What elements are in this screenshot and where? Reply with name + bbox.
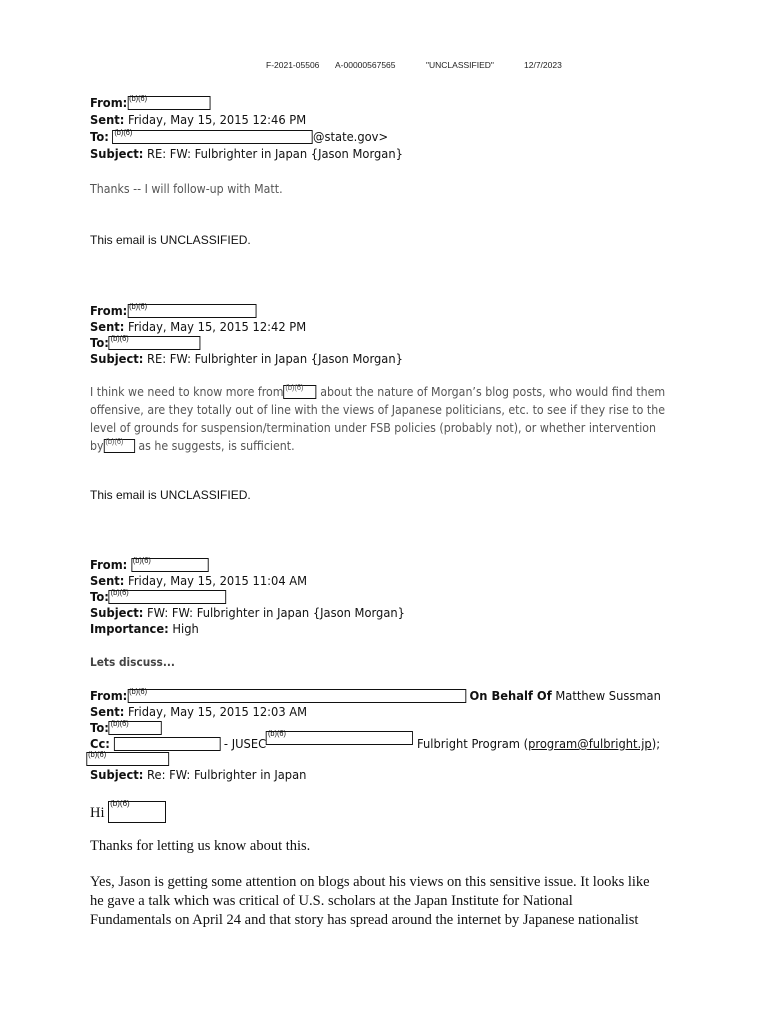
redaction-box: (b)(6): [86, 752, 169, 766]
redaction-box: (b)(6): [266, 731, 413, 745]
redaction-box: (b)(6): [108, 801, 166, 823]
email-3-body: Lets discuss...: [90, 655, 175, 669]
redaction-box: (b)(6): [127, 96, 210, 110]
email-1-classification-footer: This email is UNCLASSIFIED.: [90, 233, 251, 247]
email-4-cc-row: Cc: - JUSEC (b)(6) Fulbright Program (program@fulbright.jp);: [90, 729, 661, 751]
redaction-box: (b)(6): [131, 558, 208, 572]
email-4-paragraph-line: Fundamentals on April 24 and that story has spread around the internet by Japanese nationalist: [90, 912, 639, 928]
email-4-from-row: From: (b)(6) On Behalf Of Matthew Sussman: [90, 687, 661, 703]
email-3-sent-row: Sent: Friday, May 15, 2015 11:04 AM: [90, 573, 308, 588]
email-1-to-row: To: (b)(6) @state.gov>: [90, 128, 389, 144]
email-1-body: Thanks -- I will follow-up with Matt.: [90, 182, 283, 196]
email-2-subject-row: Subject: RE: FW: Fulbrighter in Japan {Jason Morgan}: [90, 351, 403, 366]
redaction-box: (b)(6): [127, 304, 256, 318]
email-2-body-line: by (b)(6) as he suggests, is sufficient.: [90, 437, 295, 453]
email-3-from-row: From: (b)(6): [90, 557, 208, 573]
email-4-to-row: To: (b)(6): [90, 720, 162, 736]
email-3-to-row: To: (b)(6): [90, 589, 227, 605]
email-2-body-line: I think we need to know more from (b)(6) about the nature of Morgan’s blog posts, who would find them: [90, 383, 666, 399]
email-3-subject-row: Subject: FW: FW: Fulbrighter in Japan {Jason Morgan}: [90, 605, 405, 620]
redaction-box: (b)(6): [127, 689, 466, 703]
program-email-link[interactable]: program@fulbright.jp: [528, 736, 652, 751]
redaction-box: (b)(6): [104, 439, 135, 453]
email-4-paragraph-line: Yes, Jason is getting some attention on blogs about his views on this sensitive issue. It looks like: [90, 874, 650, 890]
email-4-greeting: Hi (b)(6): [90, 801, 166, 823]
email-2-body-line: offensive, are they totally out of line with the views of Japanese politicians, etc. to see if they rise to the: [90, 403, 665, 417]
redaction-box: (b)(6): [109, 336, 201, 350]
case-number: F-2021-05506: [266, 60, 320, 70]
email-1-sent-row: Sent: Friday, May 15, 2015 12:46 PM: [90, 112, 307, 127]
email-1-from-row: From: (b)(6): [90, 95, 210, 111]
redaction-box: (b)(6): [109, 590, 227, 604]
document-number: A-00000567565: [335, 60, 396, 70]
email-4-subject-row: Subject: Re: FW: Fulbrighter in Japan: [90, 767, 307, 782]
redaction-box: [114, 737, 221, 751]
email-2-to-row: To: (b)(6): [90, 335, 201, 351]
email-2-sent-row: Sent: Friday, May 15, 2015 12:42 PM: [90, 319, 307, 334]
email-1-subject-row: Subject: RE: FW: Fulbrighter in Japan {Jason Morgan}: [90, 146, 403, 161]
email-2-body-line: level of grounds for suspension/termination under FSB policies (probably not), or whether intervention: [90, 421, 657, 435]
email-4-sent-row: Sent: Friday, May 15, 2015 12:03 AM: [90, 704, 308, 719]
email-2-from-row: From: (b)(6): [90, 303, 256, 319]
release-date: 12/7/2023: [524, 60, 562, 70]
redaction-box: (b)(6): [112, 130, 313, 144]
email-3-importance-row: Importance: High: [90, 621, 199, 636]
email-2-classification-footer: This email is UNCLASSIFIED.: [90, 488, 251, 502]
classification-marking: "UNCLASSIFIED": [426, 60, 494, 70]
email-4-paragraph-line: he gave a talk which was critical of U.S. scholars at the Japan Institute for National: [90, 893, 573, 909]
email-4-cc-continued-row: [90, 751, 169, 767]
redaction-box: (b)(6): [109, 721, 162, 735]
email-4-paragraph: Thanks for letting us know about this.: [90, 838, 311, 854]
redaction-box: (b)(6): [284, 385, 317, 399]
